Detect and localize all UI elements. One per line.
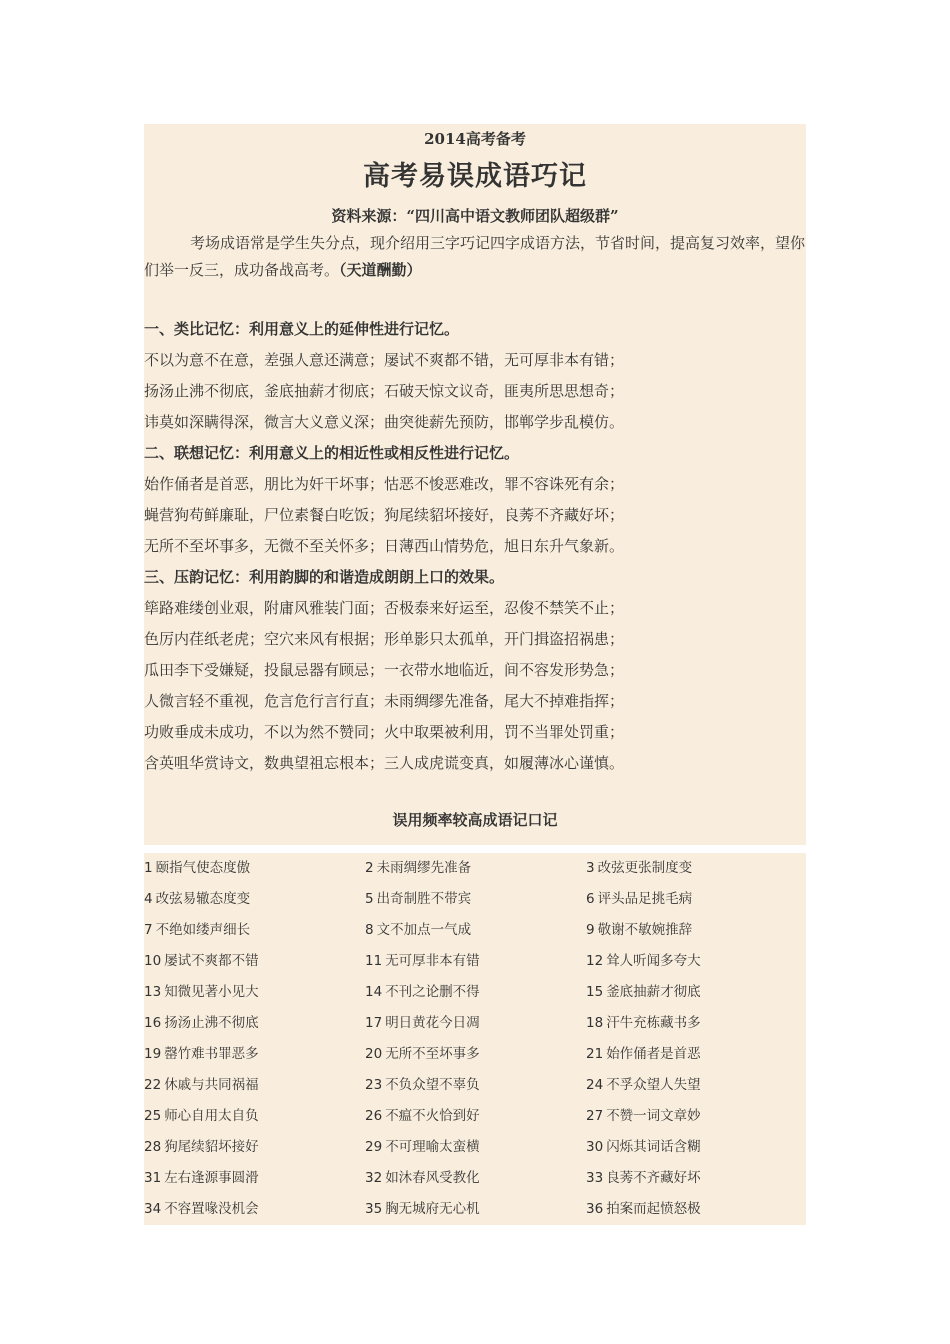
list-item-number: 28	[144, 1139, 162, 1155]
list-item	[365, 977, 586, 1008]
list-item-text: 不绝如缕声细长	[155, 922, 251, 938]
list-item-number: 32	[365, 1170, 383, 1186]
list-item	[586, 1163, 806, 1194]
intro-author: （天道酬勤）	[339, 261, 422, 279]
list-item	[586, 1194, 806, 1225]
verse-line: 含英咀华赏诗文，数典望祖忘根本；三人成虎谎变真，如履薄冰心谨慎。	[144, 754, 625, 772]
list-item-text: 汗牛充栋藏书多	[606, 1015, 701, 1031]
intro-paragraph	[144, 230, 806, 284]
verse-line: 始作俑者是首恶，朋比为奸干坏事；怙恶不悛恶难改，罪不容诛死有余；	[144, 475, 625, 493]
list-item-number: 15	[586, 984, 604, 1000]
list-item-text: 颐指气使态度傲	[155, 860, 251, 876]
list-item	[586, 946, 806, 977]
list-item-number: 8	[365, 922, 374, 938]
list-item	[144, 1008, 365, 1039]
list-item-text: 不孚众望人失望	[606, 1077, 701, 1093]
list-item-text: 狗尾续貂坏接好	[164, 1139, 259, 1155]
list-item	[586, 1039, 806, 1070]
list-item	[586, 1132, 806, 1163]
list-item-number: 34	[144, 1201, 162, 1217]
verse-line: 讳莫如深瞒得深，微言大义意义深；曲突徙薪先预防，邯郸学步乱模仿。	[144, 413, 625, 431]
list-item-text: 无所不至坏事多	[385, 1046, 480, 1062]
verse-line: 色厉内荏纸老虎；空穴来风有根据；形单影只太孤单，开门揖盗招祸患；	[144, 630, 625, 648]
list-item	[586, 1070, 806, 1101]
list-item	[365, 1163, 586, 1194]
list-item-text: 如沐春风受教化	[385, 1170, 480, 1186]
list-item-text: 罄竹难书罪恶多	[164, 1046, 259, 1062]
verse-line: 无所不至坏事多，无微不至关怀多；日薄西山情势危，旭日东升气象新。	[144, 537, 625, 555]
list-item-text: 良莠不齐藏好坏	[606, 1170, 701, 1186]
list-item	[365, 1039, 586, 1070]
list-item-number: 9	[586, 922, 595, 938]
list-item	[586, 915, 806, 946]
list-item-text: 不赞一词文章妙	[606, 1108, 701, 1124]
list-item-number: 3	[586, 860, 595, 876]
list-item	[144, 1070, 365, 1101]
verse-line: 功败垂成未成功，不以为然不赞同；火中取栗被利用，罚不当罪处罚重；	[144, 723, 625, 741]
document-body	[144, 124, 806, 845]
list-item-number: 14	[365, 984, 383, 1000]
list-item-number: 27	[586, 1108, 604, 1124]
list-item	[365, 1070, 586, 1101]
verse-line: 瓜田李下受嫌疑，投鼠忌器有顾忌；一衣带水地临近，间不容发形势急；	[144, 661, 625, 679]
idiom-list	[144, 853, 806, 1225]
list-item	[586, 853, 806, 884]
verse-line: 人微言轻不重视，危言危行言行直；未雨绸缪先准备，尾大不掉难指挥；	[144, 692, 625, 710]
list-item-number: 29	[365, 1139, 383, 1155]
list-item	[144, 1163, 365, 1194]
list-item	[144, 915, 365, 946]
list-item-text: 不负众望不辜负	[385, 1077, 480, 1093]
section-heading: 一、类比记忆：利用意义上的延伸性进行记忆。	[144, 320, 460, 338]
list-item	[586, 1008, 806, 1039]
list-item-number: 35	[365, 1201, 383, 1217]
list-title: 误用频率较高成语记口记	[392, 811, 558, 829]
year-title: 2014高考备考	[424, 130, 526, 148]
list-item-number: 6	[586, 891, 595, 907]
list-item	[365, 853, 586, 884]
list-item-number: 24	[586, 1077, 604, 1093]
section-analogy	[144, 314, 806, 438]
list-item	[365, 915, 586, 946]
list-item-number: 1	[144, 860, 153, 876]
list-item-number: 11	[365, 953, 383, 969]
section-association	[144, 438, 806, 562]
list-item-number: 2	[365, 860, 374, 876]
list-item-text: 评头品足挑毛病	[597, 891, 693, 907]
verse-line: 蝇营狗苟鲜廉耻，尸位素餐白吃饭；狗尾续貂坏接好，良莠不齐藏好坏；	[144, 506, 625, 524]
list-item	[586, 977, 806, 1008]
list-item	[365, 1008, 586, 1039]
list-item	[144, 946, 365, 977]
list-item-number: 18	[586, 1015, 604, 1031]
list-item-number: 10	[144, 953, 162, 969]
list-item-text: 始作俑者是首恶	[606, 1046, 701, 1062]
list-item-text: 釜底抽薪才彻底	[606, 984, 701, 1000]
list-item-number: 33	[586, 1170, 604, 1186]
list-item	[144, 884, 365, 915]
list-item-text: 屡试不爽都不错	[164, 953, 259, 969]
list-item-text: 休戚与共同祸福	[164, 1077, 259, 1093]
list-item-text: 左右逢源事圆滑	[164, 1170, 259, 1186]
list-item-text: 文不加点一气成	[376, 922, 472, 938]
list-item	[144, 1194, 365, 1225]
list-item-number: 16	[144, 1015, 162, 1031]
list-item-text: 知微见著小见大	[164, 984, 259, 1000]
list-item-text: 扬汤止沸不彻底	[164, 1015, 259, 1031]
list-item-text: 耸人听闻多夸大	[606, 953, 701, 969]
list-item	[365, 884, 586, 915]
list-item-text: 胸无城府无心机	[385, 1201, 480, 1217]
list-item-text: 师心自用太自负	[164, 1108, 259, 1124]
source-line: 资料来源：“四川高中语文教师团队超级群”	[331, 207, 619, 225]
list-item	[365, 1132, 586, 1163]
list-item-number: 30	[586, 1139, 604, 1155]
list-item	[144, 853, 365, 884]
list-item-text: 改弦更张制度变	[597, 860, 693, 876]
list-item	[365, 946, 586, 977]
list-item	[365, 1194, 586, 1225]
list-item-number: 20	[365, 1046, 383, 1062]
section-rhyme	[144, 562, 806, 779]
list-item-text: 敬谢不敏婉推辞	[597, 922, 693, 938]
list-item-number: 13	[144, 984, 162, 1000]
list-item-number: 31	[144, 1170, 162, 1186]
section-heading: 三、压韵记忆：利用韵脚的和谐造成朗朗上口的效果。	[144, 568, 505, 586]
list-item-number: 12	[586, 953, 604, 969]
list-item	[144, 1132, 365, 1163]
list-item-number: 22	[144, 1077, 162, 1093]
list-item-text: 不可理喻太蛮横	[385, 1139, 480, 1155]
list-item	[365, 1101, 586, 1132]
list-item-text: 闪烁其词话含糊	[606, 1139, 701, 1155]
list-item-number: 7	[144, 922, 153, 938]
list-item	[586, 884, 806, 915]
section-heading: 二、联想记忆：利用意义上的相近性或相反性进行记忆。	[144, 444, 520, 462]
list-item-number: 25	[144, 1108, 162, 1124]
list-item-number: 17	[365, 1015, 383, 1031]
idiom-grid	[144, 853, 806, 1225]
list-item-number: 4	[144, 891, 153, 907]
list-item-text: 不刊之论删不得	[385, 984, 480, 1000]
list-item-text: 改弦易辙态度变	[155, 891, 251, 907]
verse-line: 扬汤止沸不彻底，釜底抽薪才彻底；石破天惊文议奇，匪夷所思思想奇；	[144, 382, 625, 400]
intro-text: 考场成语常是学生失分点，现介绍用三字巧记四字成语方法，节省时间，提高复习效率，望你们举一反三，成功备战高考。	[144, 234, 806, 279]
list-item-text: 无可厚非本有错	[385, 953, 480, 969]
list-item-text: 不容置喙没机会	[164, 1201, 259, 1217]
list-item-number: 36	[586, 1201, 604, 1217]
list-item-number: 19	[144, 1046, 162, 1062]
list-item	[144, 1039, 365, 1070]
verse-line: 筚路难缕创业艰，附庸风雅装门面；否极泰来好运至，忍俊不禁笑不止；	[144, 599, 625, 617]
list-item-text: 出奇制胜不带宾	[376, 891, 472, 907]
list-item-text: 不瘟不火恰到好	[385, 1108, 480, 1124]
list-item	[144, 977, 365, 1008]
list-item-number: 26	[365, 1108, 383, 1124]
list-item-text: 未雨绸缪先准备	[376, 860, 472, 876]
list-item-number: 5	[365, 891, 374, 907]
list-item-text: 拍案而起愤怒极	[606, 1201, 701, 1217]
list-item-text: 明日黄花今日凋	[385, 1015, 480, 1031]
list-item-number: 21	[586, 1046, 604, 1062]
list-item-number: 23	[365, 1077, 383, 1093]
list-item	[144, 1101, 365, 1132]
list-item	[586, 1101, 806, 1132]
verse-line: 不以为意不在意，差强人意还满意；屡试不爽都不错，无可厚非本有错；	[144, 351, 625, 369]
page-title: 高考易误成语巧记	[363, 161, 587, 192]
